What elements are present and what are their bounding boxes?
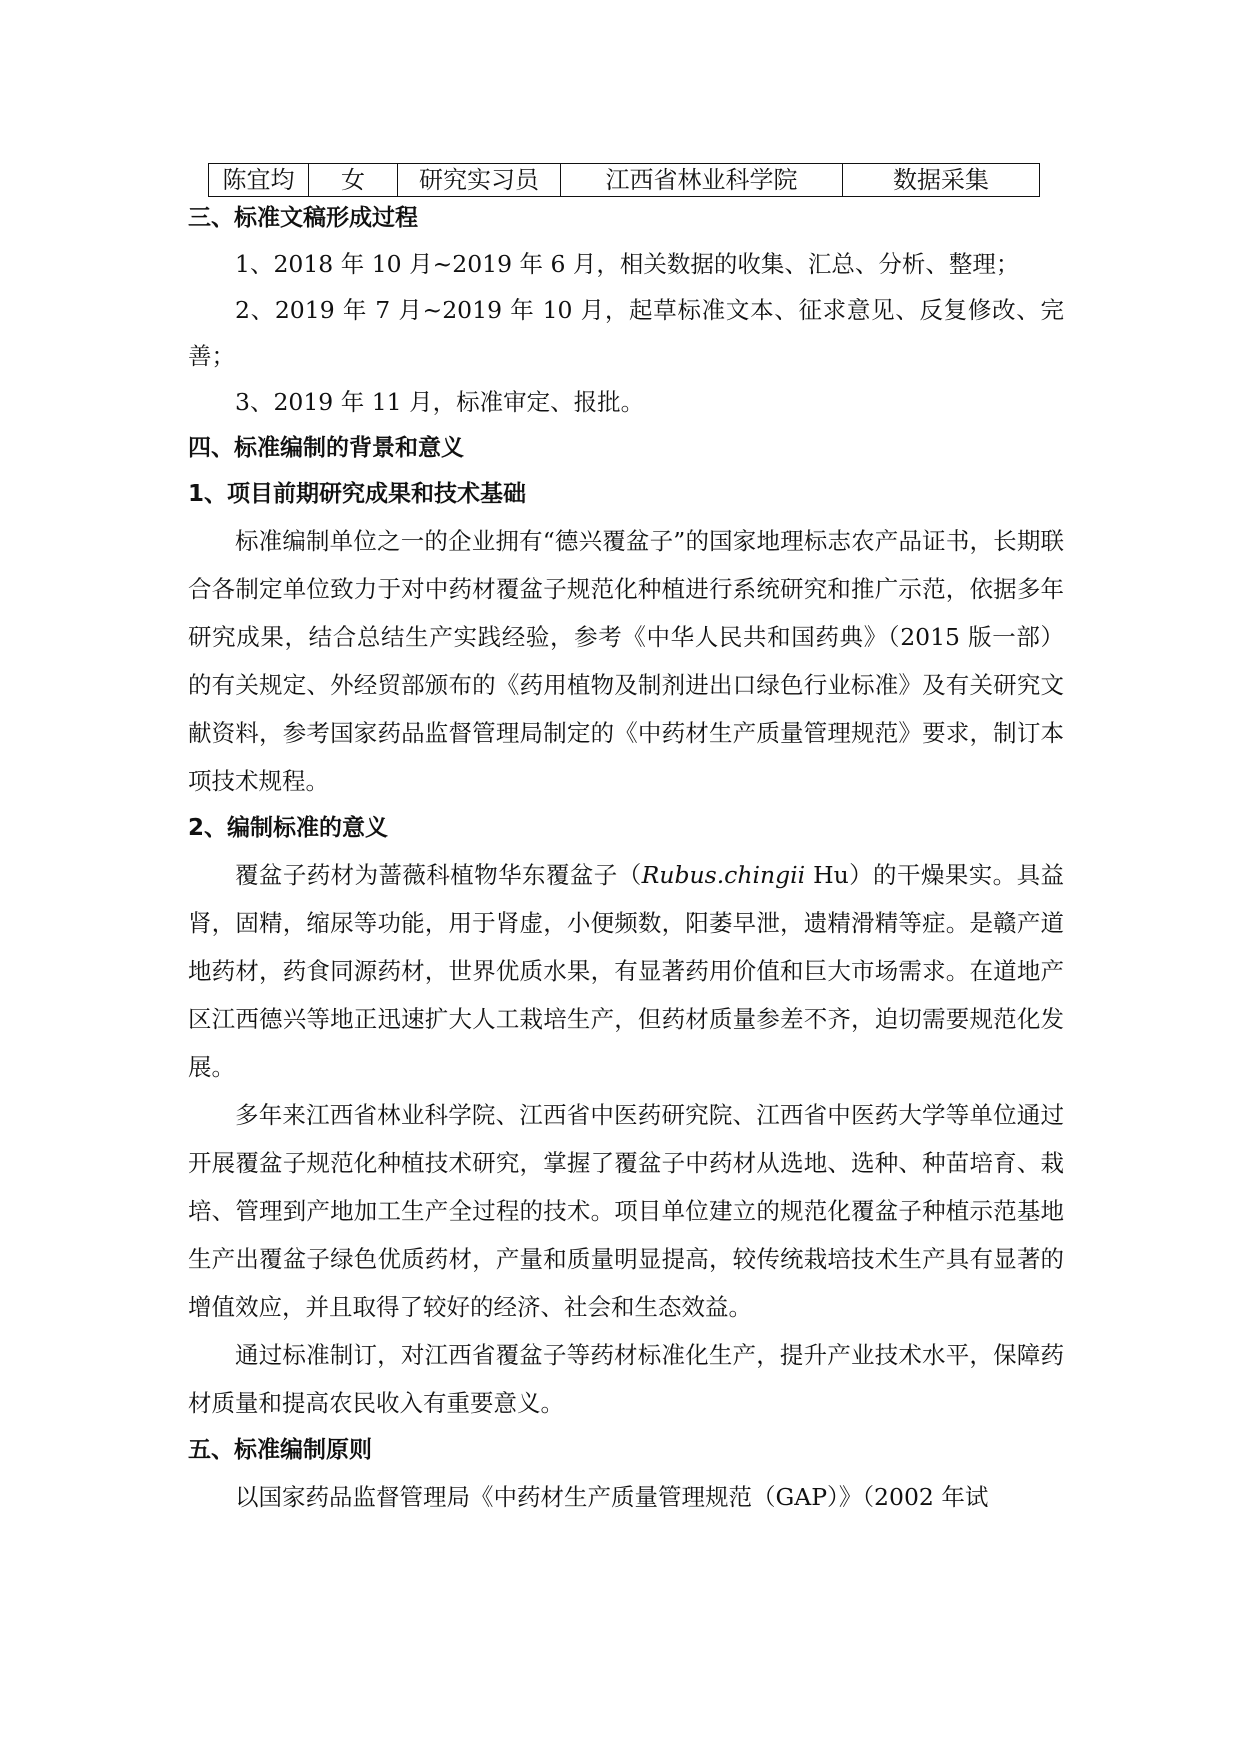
section4-sub1-heading: 1、项目前期研究成果和技术基础 [188,481,527,507]
section3-item-3: 3、2019 年 11 月，标准审定、报批。 [235,388,645,416]
table-row [209,164,1040,197]
section4-sub2-paragraph-2: 多年来江西省林业科学院、江西省中医药研究院、江西省中医药大学等单位通过开展覆盆子规范化种植技术研究，掌握了覆盆子中药材从选地、选种、种苗培育、栽培、管理到产地加工生产全过程的技术。项目单位建立的规范化覆盆子种植示范基地生产出覆盆子绿色优质药材，产量和质量明显提高，较传统栽培技术生产具有显著的增值效应，并且取得了较好的经济、社会和生态效益。 [188,1101,1064,1321]
section5-heading: 五、标准编制原则 [188,1437,372,1463]
section4-sub2-paragraph-3: 通过标准制订，对江西省覆盆子等药材标准化生产，提升产业技术水平，保障药材质量和提高农民收入有重要意义。 [188,1341,1064,1417]
cell-gender: 女 [309,164,398,197]
section3-item-1: 1、2018 年 10 月~2019 年 6 月，相关数据的收集、汇总、分析、整理； [235,250,1020,278]
section4-sub1-paragraph: 标准编制单位之一的企业拥有“德兴覆盆子”的国家地理标志农产品证书，长期联合各制定单位致力于对中药材覆盆子规范化种植进行系统研究和推广示范，依据多年研究成果，结合总结生产实践经验，参考《中华人民共和国药典》（2015 版一部）的有关规定、外经贸部颁布的《药用植物及制剂进出口绿色行业标准》及有关研究文献资料，参考国家药品监督管理局制定的《中药材生产质量管理规范》要求，制订本项技术规程。 [188,527,1064,795]
section4-sub2-paragraph-1 [188,851,1064,1091]
cell-organization: 江西省林业科学院 [561,164,843,197]
section4-heading: 四、标准编制的背景和意义 [188,435,464,461]
document-body [188,195,1064,1521]
section3-item-2: 2、2019 年 7 月~2019 年 10 月，起草标准文本、征求意见、反复修改、完善； [188,296,1064,370]
cell-name: 陈宜均 [209,164,309,197]
section3-heading: 三、标准文稿形成过程 [188,205,418,231]
section5-paragraph: 以国家药品监督管理局《中药材生产质量管理规范（GAP）》（2002 年试 [235,1483,989,1511]
text-span: Hu）的干燥果实。具益肾，固精，缩尿等功能，用于肾虚，小便频数，阳萎早泄，遗精滑精等症。是赣产道地药材，药食同源药材，世界优质水果，有显著药用价值和巨大市场需求。在道地产区江西德兴等地正迅速扩大人工栽培生产，但药材质量参差不齐，迫切需要规范化发展。 [188,861,1064,1081]
cell-task: 数据采集 [843,164,1040,197]
scientific-name: Rubus.chingii [641,861,806,889]
text-span: 覆盆子药材为蔷薇科植物华东覆盆子（ [235,861,642,889]
personnel-table [208,163,1040,197]
cell-title: 研究实习员 [398,164,561,197]
section4-sub2-heading: 2、编制标准的意义 [188,815,389,841]
